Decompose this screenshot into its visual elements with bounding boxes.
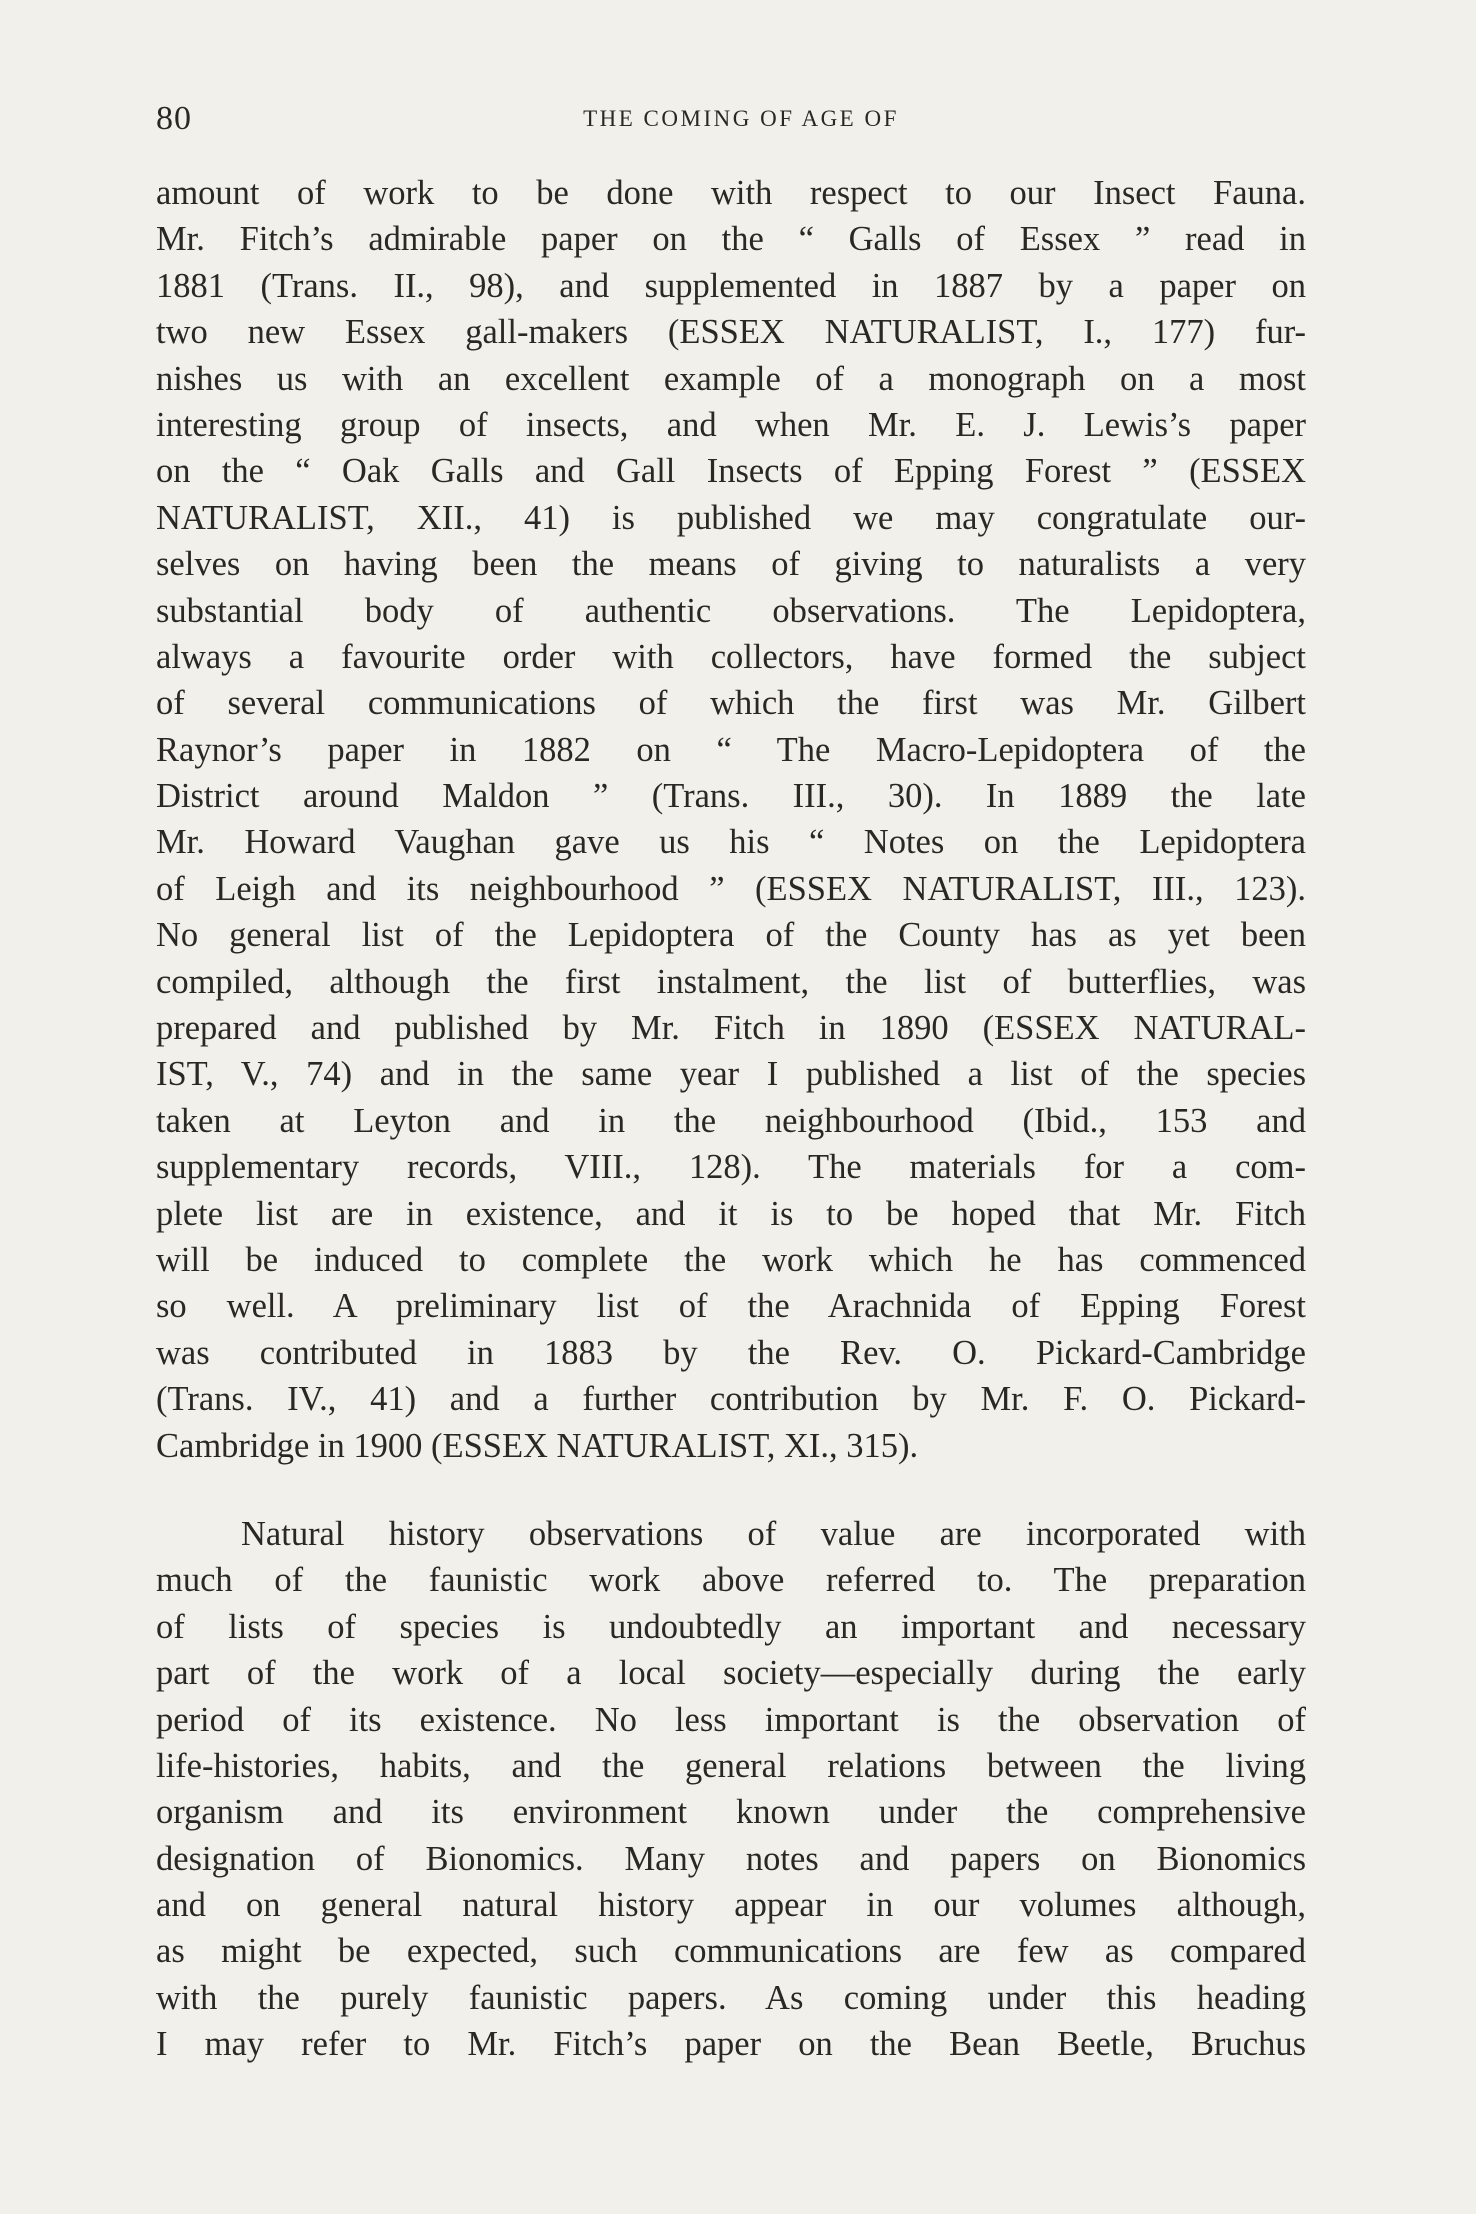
text-line: substantial body of authentic observations. The Lepidoptera, <box>156 591 1306 630</box>
text-line: so well. A preliminary list of the Arachnida of Epping Forest <box>156 1287 1306 1326</box>
text-line: was contributed in 1883 by the Rev. O. Pickard-Cambridge <box>156 1333 1306 1372</box>
text-line: period of its existence. No less important is the observation of <box>156 1700 1306 1739</box>
text-line: Natural history observations of value are incorporated with <box>241 1514 1306 1553</box>
text-line: Raynor’s paper in 1882 on “ The Macro-Lepidoptera of the <box>156 730 1306 769</box>
text-line: of several communications of which the first was Mr. Gilbert <box>156 684 1306 723</box>
text-line: plete list are in existence, and it is to be hoped that Mr. Fitch <box>156 1194 1306 1233</box>
text-line: supplementary records, VIII., 128). The materials for a com- <box>156 1148 1306 1187</box>
body-text <box>156 170 1306 2068</box>
text-line: Mr. Howard Vaughan gave us his “ Notes on the Lepidoptera <box>156 823 1306 862</box>
text-line: interesting group of insects, and when Mr. E. J. Lewis’s paper <box>156 405 1306 444</box>
text-line: as might be expected, such communications are few as compared <box>156 1932 1306 1971</box>
text-line: of lists of species is undoubtedly an important and necessary <box>156 1607 1306 1646</box>
text-line: much of the faunistic work above referred to. The preparation <box>156 1561 1306 1600</box>
text-line: on the “ Oak Galls and Gall Insects of Epping Forest ” (ESSEX <box>156 452 1306 491</box>
text-line: will be induced to complete the work which he has commenced <box>156 1240 1306 1279</box>
text-line: District around Maldon ” (Trans. III., 30). In 1889 the late <box>156 777 1306 816</box>
text-line: organism and its environment known under the comprehensive <box>156 1793 1306 1832</box>
text-line: amount of work to be done with respect to our Insect Fauna. <box>156 174 1306 212</box>
text-line: of Leigh and its neighbourhood ” (ESSEX NATURALIST, III., 123). <box>156 869 1306 908</box>
text-line: NATURALIST, XII., 41) is published we may congratulate our- <box>156 498 1306 537</box>
text-line: compiled, although the first instalment, the list of butterflies, was <box>156 962 1306 1001</box>
text-line: No general list of the Lepidoptera of the County has as yet been <box>156 916 1306 955</box>
paragraph-gap <box>156 1469 1306 1511</box>
page-number: 80 <box>156 100 192 137</box>
text-line: IST, V., 74) and in the same year I published a list of the species <box>156 1055 1306 1094</box>
text-line: life-histories, habits, and the general relations between the living <box>156 1746 1306 1785</box>
text-line: with the purely faunistic papers. As coming under this heading <box>156 1978 1306 2017</box>
text-line: I may refer to Mr. Fitch’s paper on the Bean Beetle, Bruchus <box>156 2025 1306 2064</box>
text-line: Mr. Fitch’s admirable paper on the “ Galls of Essex ” read in <box>156 220 1306 259</box>
text-line: nishes us with an excellent example of a monograph on a most <box>156 359 1306 398</box>
text-line: selves on having been the means of giving to naturalists a very <box>156 545 1306 584</box>
text-line: designation of Bionomics. Many notes and papers on Bionomics <box>156 1839 1306 1878</box>
page-header <box>156 100 1306 140</box>
text-line: and on general natural history appear in our volumes although, <box>156 1886 1306 1925</box>
text-line: always a favourite order with collectors, have formed the subject <box>156 637 1306 676</box>
text-line: prepared and published by Mr. Fitch in 1890 (ESSEX NATURAL- <box>156 1009 1306 1048</box>
paragraph <box>156 170 1306 1469</box>
text-line: two new Essex gall-makers (ESSEX NATURALIST, I., 177) fur- <box>156 313 1306 352</box>
text-line: 1881 (Trans. II., 98), and supplemented in 1887 by a paper on <box>156 266 1306 305</box>
running-head: THE COMING OF AGE OF <box>583 106 899 131</box>
paragraph <box>156 1511 1306 2068</box>
text-line: Cambridge in 1900 (ESSEX NATURALIST, XI., 315). <box>156 1426 919 1465</box>
text-line: (Trans. IV., 41) and a further contribution by Mr. F. O. Pickard- <box>156 1380 1306 1419</box>
text-line: taken at Leyton and in the neighbourhood (Ibid., 153 and <box>156 1101 1306 1140</box>
text-line: part of the work of a local society—especially during the early <box>156 1654 1306 1693</box>
